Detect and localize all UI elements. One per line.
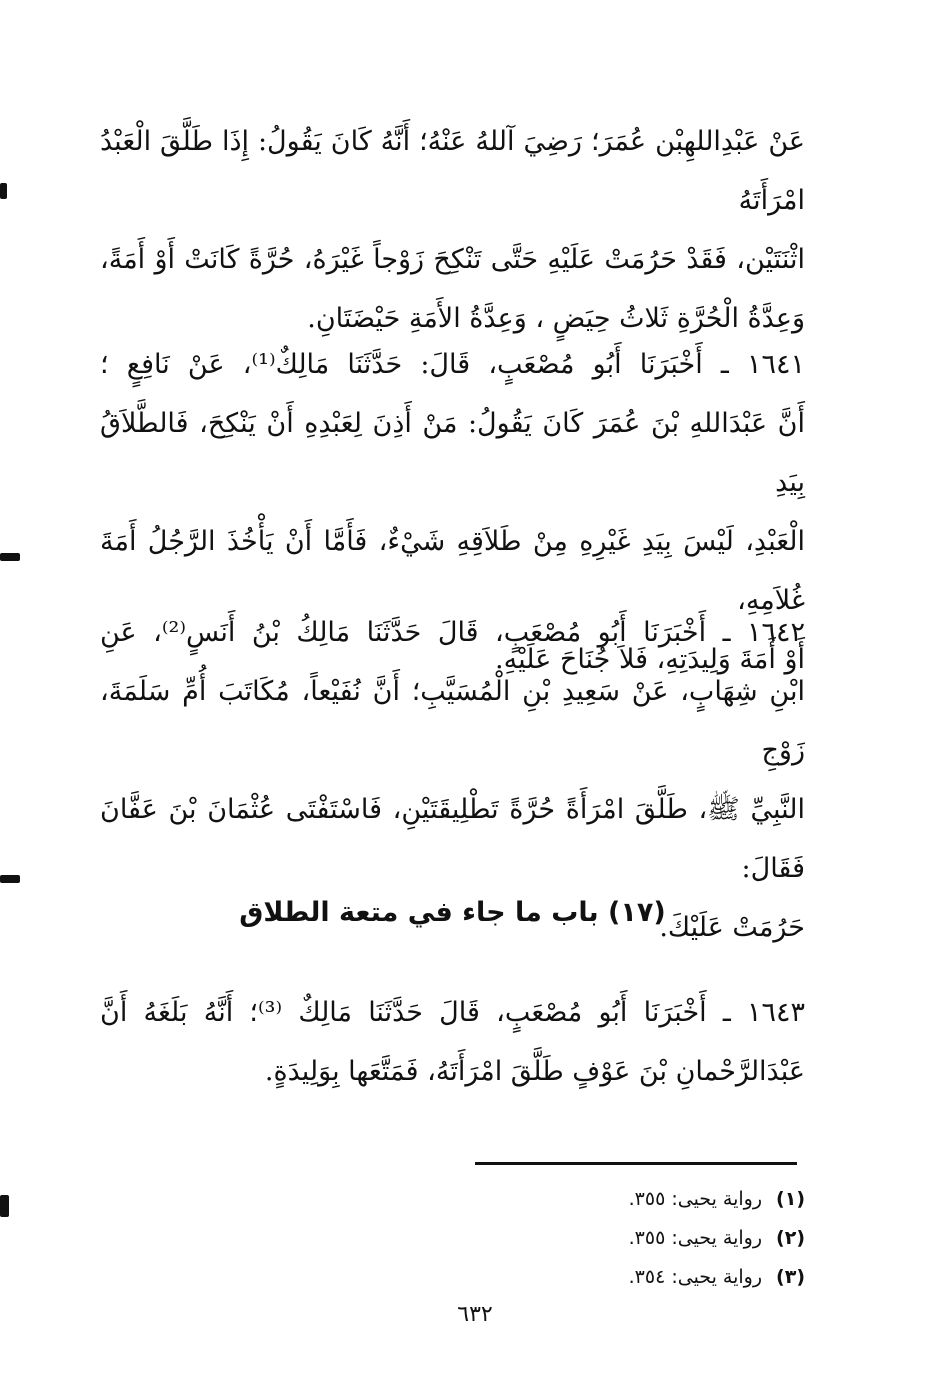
paragraph-continuation xyxy=(100,112,805,348)
footnote-divider xyxy=(475,1162,797,1165)
text-line: أَوْ أَمَةَ وَلِيدَتِهِ، فَلاَ جُنَاحَ عَلَيْهِ. xyxy=(495,644,805,675)
text-line: ١٦٤١ ـ أَخْبَرَنَا أَبُو مُصْعَبٍ، قَالَ: حَدَّثَنَا مَالِكٌ⁽¹⁾، عَنْ نَافِعٍ ؛ xyxy=(100,349,805,380)
text-line: حَرُمَتْ عَلَيْكَ. xyxy=(659,912,805,943)
chapter-heading: (١٧) باب ما جاء في متعة الطلاق xyxy=(239,897,666,928)
scan-artifact xyxy=(0,875,20,883)
text-line: وَعِدَّةُ الْحُرَّةِ ثَلاثُ حِيَضٍ ، وَعِدَّةُ الأَمَةِ حَيْضَتَانِ. xyxy=(307,303,805,334)
footnote xyxy=(475,1219,805,1258)
footnote-number: (٢) xyxy=(776,1227,805,1249)
footnote-text: رواية يحيى: ٣٥٥. xyxy=(628,1227,763,1249)
paragraph-1643 xyxy=(100,983,805,1101)
footnote-number: (١) xyxy=(776,1188,805,1210)
text-line: عَنْ عَبْدِاللهِبْن عُمَرَ؛ رَضِيَ آللهُ عَنْهُ؛ أَنَّهُ كَانَ يَقُولُ: إِذَا طَلَّقَ الْعَبْدُ امْرَأَتَهُ xyxy=(100,126,805,216)
scan-artifact xyxy=(0,183,7,199)
footnote xyxy=(475,1258,805,1297)
text-line: ١٦٤٣ ـ أَخْبَرَنَا أَبُو مُصْعَبٍ، قَالَ حَدَّثَنَا مَالِكٌ ⁽³⁾؛ أَنَّهُ بَلَغَهُ أَنَّ xyxy=(100,997,805,1028)
scan-artifact xyxy=(0,553,20,561)
text-line: ١٦٤٢ ـ أَخْبَرَنَا أَبُو مُصْعَبٍ، قَالَ حَدَّثَنَا مَالِكُ بْنُ أَنَسٍ⁽²⁾، عَنِ xyxy=(100,617,805,648)
page-number: ٦٣٢ xyxy=(457,1302,493,1327)
scan-artifact xyxy=(0,1195,9,1217)
footnotes xyxy=(475,1180,805,1297)
footnote-text: رواية يحيى: ٣٥٥. xyxy=(628,1188,763,1210)
footnote xyxy=(475,1180,805,1219)
text-line: أَنَّ عَبْدَاللهِ بْنَ عُمَرَ كَانَ يَقُولُ: مَنْ أَذِنَ لِعَبْدِهِ أَنْ يَنْكِحَ، فَالطَّلاَقُ بِيَدِ xyxy=(100,408,805,498)
text-line: النَّبِيِّ ﷺ، طَلَّقَ امْرَأَةً حُرَّةً تَطْلِيقَتَيْنِ، فَاسْتَفْتَى عُثْمَانَ بْنَ عَفَّانَ فَقَالَ: xyxy=(100,794,805,884)
text-line: ابْنِ شِهَابٍ، عَنْ سَعِيدِ بْنِ الْمُسَيَّبِ؛ أَنَّ نُفَيْعاً، مُكَاتَبَ أُمِّ سَلَمَةَ، زَوْجِ xyxy=(100,676,805,766)
text-line: اثْنَتَيْن، فَقَدْ حَرُمَتْ عَلَيْهِ حَتَّى تَنْكِحَ زَوْجاً غَيْرَهُ، حُرَّةً كَانَتْ أَوْ أَمَةً، xyxy=(100,244,805,275)
footnote-number: (٣) xyxy=(776,1266,805,1288)
footnote-text: رواية يحيى: ٣٥٤. xyxy=(628,1266,763,1288)
text-line: الْعَبْدِ، لَيْسَ بِيَدِ غَيْرِهِ مِنْ طَلاَقِهِ شَيْءٌ، فَأَمَّا أَنْ يَأْخُذَ الرَّجُلُ أَمَةَ غُلاَمِهِ، xyxy=(100,526,805,616)
text-line: عَبْدَالرَّحْمانِ بْنَ عَوْفٍ طَلَّقَ امْرَأَتَهُ، فَمَتَّعَها بِوَلِيدَةٍ. xyxy=(264,1056,805,1087)
